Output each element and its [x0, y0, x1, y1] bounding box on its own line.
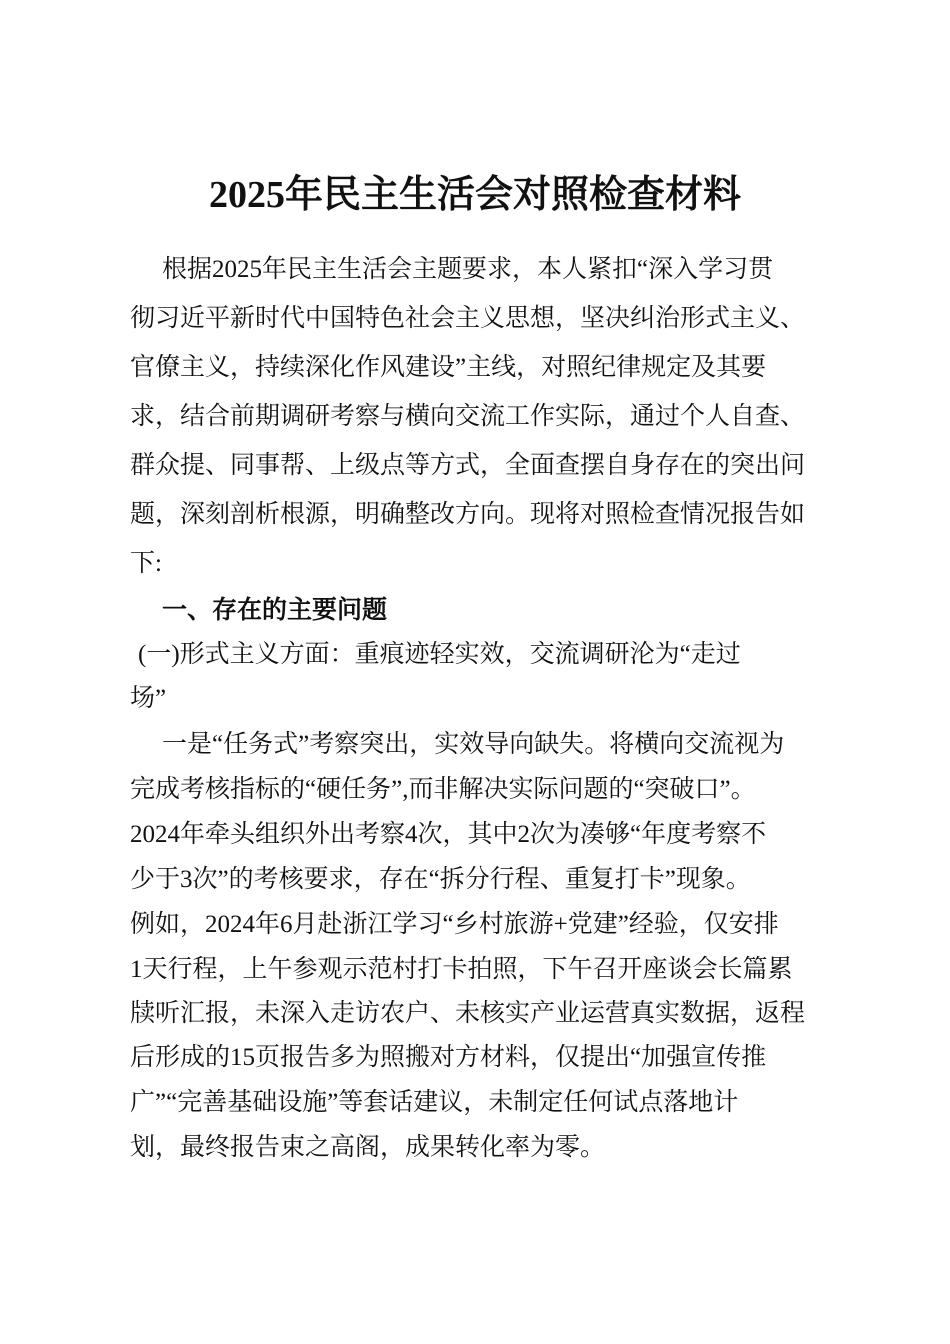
paragraph-line: 1天行程，上午参观示范村打卡拍照，下午召开座谈会长篇累: [130, 956, 793, 983]
paragraph-line: 场”: [130, 685, 167, 712]
paragraph-line: 后形成的15页报告多为照搬对方材料，仅提出“加强宣传推: [130, 1044, 767, 1071]
paragraph-line: 求，结合前期调研考察与横向交流工作实际，通过个人自查、: [130, 403, 806, 430]
paragraph-line: 根据2025年民主生活会主题要求，本人紧扣“深入学习贯: [162, 256, 774, 283]
paragraph-line: 题，深刻剖析根源，明确整改方向。现将对照检查情况报告如: [130, 501, 806, 528]
paragraph-line: 广”“完善基础设施”等套话建议，未制定任何试点落地计: [130, 1089, 739, 1116]
paragraph-line: 官僚主义，持续深化作风建设”主线，对照纪律规定及其要: [130, 354, 767, 381]
paragraph-line: 划，最终报告束之高阁，成果转化率为零。: [130, 1134, 606, 1161]
document-title: 2025年民主生活会对照检查材料: [208, 174, 741, 216]
paragraph-line: 一是“任务式”考察突出，实效导向缺失。将横向交流视为: [162, 731, 785, 758]
paragraph-line: 少于3次”的考核要求，存在“拆分行程、重复打卡”现象。: [130, 866, 751, 893]
subsection-heading: (一)形式主义方面：重痕迹轻实效，交流调研沦为“走过: [138, 641, 741, 668]
paragraph-line: 群众提、同事帮、上级点等方式，全面查摆自身存在的突出问: [130, 452, 806, 479]
section-heading: 一、存在的主要问题: [162, 595, 388, 624]
paragraph-line: 例如，2024年6月赴浙江学习“乡村旅游+党建”经验，仅安排: [130, 911, 779, 938]
paragraph-line: 牍听汇报，未深入走访农户、未核实产业运营真实数据，返程: [130, 1000, 806, 1027]
paragraph-line: 完成考核指标的“硬任务”,而非解决实际问题的“突破口”。: [130, 776, 756, 803]
paragraph-line: 下:: [130, 550, 162, 577]
paragraph-line: 彻习近平新时代中国特色社会主义思想，坚决纠治形式主义、: [130, 305, 806, 332]
paragraph-line: 2024年牵头组织外出考察4次，其中2次为凑够“年度考察不: [130, 821, 767, 848]
